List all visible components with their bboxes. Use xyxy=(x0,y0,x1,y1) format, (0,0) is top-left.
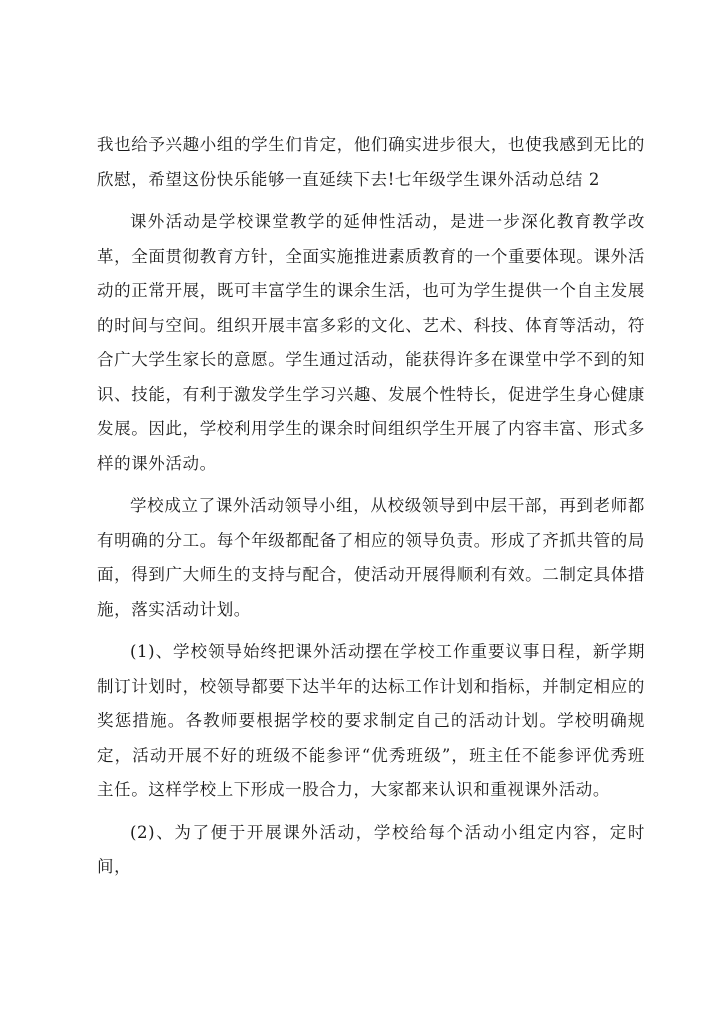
paragraph-5: (2)、为了便于开展课外活动，学校给每个活动小组定内容，定时间， xyxy=(97,822,645,876)
paragraph-2: 课外活动是学校课堂教学的延伸性活动，是进一步深化教育教学改革，全面贯彻教育方针，全面实施推进素质教育的一个重要体现。课外活动的正常开展，既可丰富学生的课余生活，也可为学生提供一个自主发展的时间与空间。组织开展丰富多彩的文化、艺术、科技、体育等活动，符合广大学生家长的意愿。学生通过活动，能获得许多在课堂中学不到的知识、技能，有利于激发学生学习兴趣、发展个性特长，促进学生身心健康发展。因此，学校利用学生的课余时间组织学生开展了内容丰富、形式多样的课外活动。 xyxy=(97,212,645,473)
paragraph-3: 学校成立了课外活动领导小组，从校级领导到中层干部，再到老师都有明确的分工。每个年级都配备了相应的领导负责。形成了齐抓共管的局面，得到广大师生的支持与配合，使活动开展得顺利有效。二制定具体措施，落实活动计划。 xyxy=(97,496,645,619)
paragraph-1: 我也给予兴趣小组的学生们肯定，他们确实进步很大，也使我感到无比的欣慰，希望这份快乐能够一直延续下去!七年级学生课外活动总结 2 xyxy=(97,135,645,189)
document-body xyxy=(97,128,645,885)
paragraph-4: (1)、学校领导始终把课外活动摆在学校工作重要议事日程，新学期制订计划时，校领导都要下达半年的达标工作计划和指标，并制定相应的奖惩措施。各教师要根据学校的要求制定自己的活动计划。学校明确规定，活动开展不好的班级不能参评“优秀班级”，班主任不能参评优秀班主任。这样学校上下形成一股合力，大家都来认识和重视课外活动。 xyxy=(97,642,645,799)
